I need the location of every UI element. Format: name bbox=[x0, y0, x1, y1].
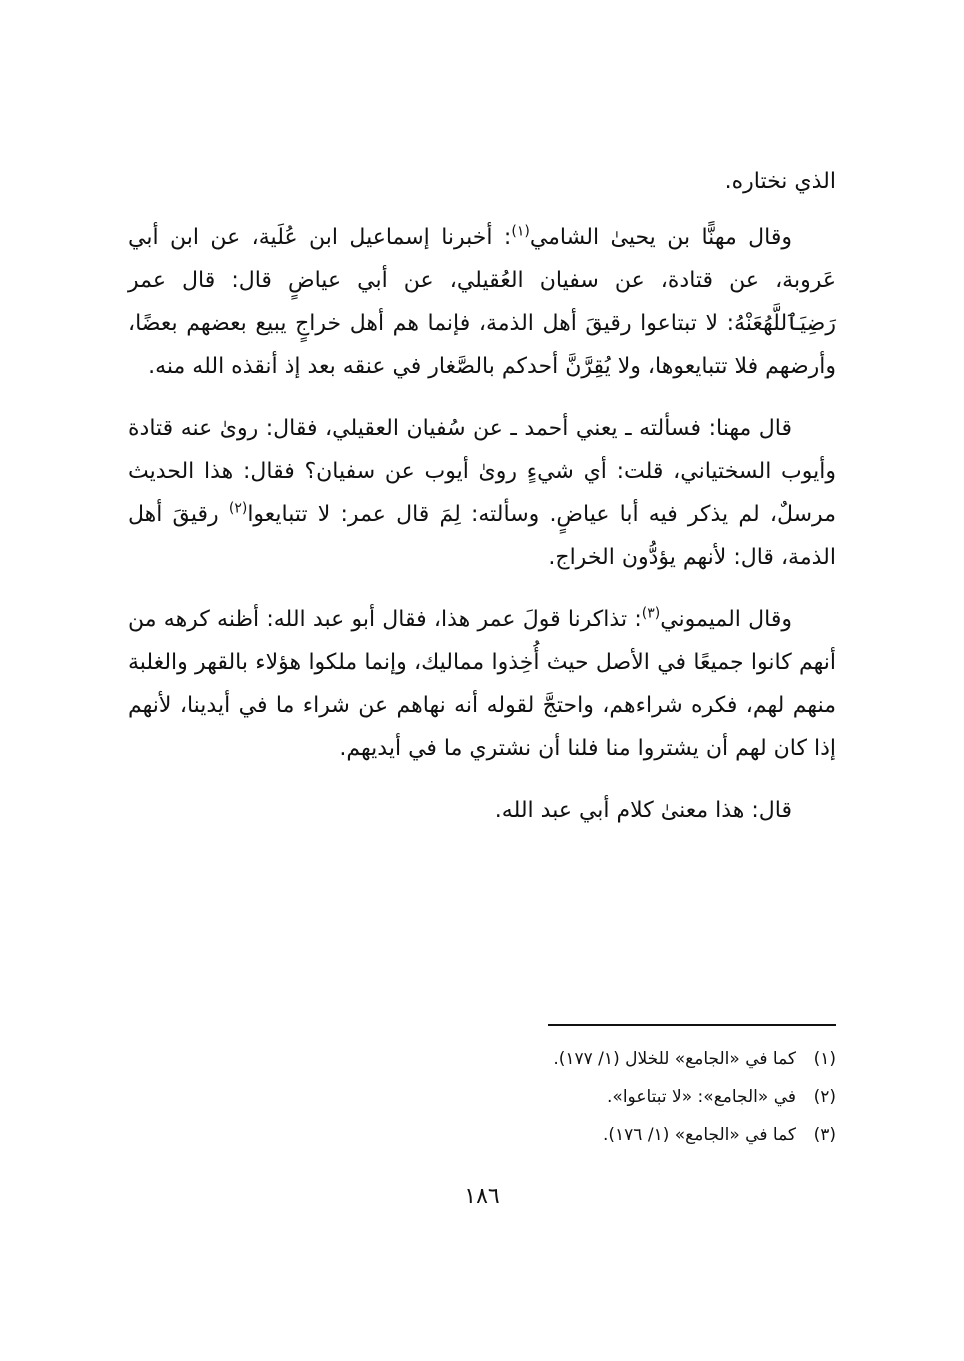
footnotes bbox=[128, 1040, 836, 1154]
footnote-text: كما في «الجامع» (١/ ١٧٦). bbox=[603, 1125, 796, 1145]
footnote-number: (٣) bbox=[813, 1125, 836, 1145]
footnote-3 bbox=[128, 1116, 836, 1154]
paragraph-3-text-a: وقال الميموني bbox=[660, 607, 792, 632]
paragraph-3-text-b: : تذاكرنا قولَ عمر هذا، فقال أبو عبد الله: أظنه كرهه من أنهم كانوا جميعًا في الأصل حيث أُخِذوا مماليك، وإنما ملكوا هؤلاء بالقهر والغلبة منهم لهم، فكره شراءهم، واحتجَّ لقوله أنه نهاهم عن شراء ما في أيدينا، لأنهم إذا كان لهم أن يشتروا منا فلنا أن نشتري ما في أيديهم. bbox=[128, 607, 836, 761]
paragraph-3 bbox=[128, 598, 836, 770]
footnote-2 bbox=[128, 1078, 836, 1116]
continuation-line: الذي نختاره. bbox=[724, 169, 836, 194]
paragraph-4 bbox=[128, 789, 836, 832]
footnote-ref-2[interactable]: (٢) bbox=[228, 500, 248, 517]
footnote-text: في «الجامع»: «لا تبتاعوا». bbox=[607, 1087, 796, 1107]
footnote-ref-1[interactable]: (١) bbox=[511, 223, 530, 240]
footnote-ref-3[interactable]: (٣) bbox=[641, 605, 661, 622]
footnote-number: (١) bbox=[813, 1049, 836, 1069]
page-number: ١٨٦ bbox=[464, 1184, 500, 1209]
main-text bbox=[128, 160, 836, 832]
paragraph-2 bbox=[128, 407, 836, 579]
footnote-text: كما في «الجامع» للخلال (١/ ١٧٧). bbox=[553, 1049, 796, 1069]
footnote-number: (٢) bbox=[813, 1087, 836, 1107]
paragraph-4-text: قال: هذا معنىٰ كلام أبي عبد الله. bbox=[494, 798, 792, 823]
paragraph-1-text-a: وقال مهنًّا بن يحيىٰ الشامي bbox=[529, 225, 792, 250]
paragraph-2-text-b: رقيقَ أهل الذمة، قال: لأنهم يؤدُّون الخراج. bbox=[128, 502, 836, 570]
footnote-1 bbox=[128, 1040, 836, 1078]
paragraph-1-text-b: : أخبرنا إسماعيل ابن عُلَية، عن ابن أبي عَروبة، عن قتادة، عن سفيان العُقيلي، عن أبي عياضٍ قال: قال عمر رَضِيَٱللَّهُعَنْهُ: لا تبتاعوا رقيقَ أهل الذمة، فإنما هم أهل خراجٍ يبيع بعضهم بعضًا، وأرضهم فلا تتبايعوها، ولا يُقِرَّنَّ أحدكم بالصَّغار في عنقه بعد إذ أنقذه الله منه. bbox=[128, 225, 836, 379]
footnote-divider bbox=[548, 1024, 836, 1026]
paragraph-1 bbox=[128, 216, 836, 388]
paragraph-continuation bbox=[128, 160, 836, 203]
paragraph-2-text-a: قال مهنا: فسألته ـ يعني أحمد ـ عن سُفيان العقيلي، فقال: روىٰ عنه قتادة وأيوب السختياني، قلت: أي شيءٍ روىٰ أيوب عن سفيان؟ فقال: هذا الحديث مرسلٌ، لم يذكر فيه أبا عياضٍ. وسألته: لِمَ قال عمر: لا تتبايعوا bbox=[128, 416, 836, 527]
